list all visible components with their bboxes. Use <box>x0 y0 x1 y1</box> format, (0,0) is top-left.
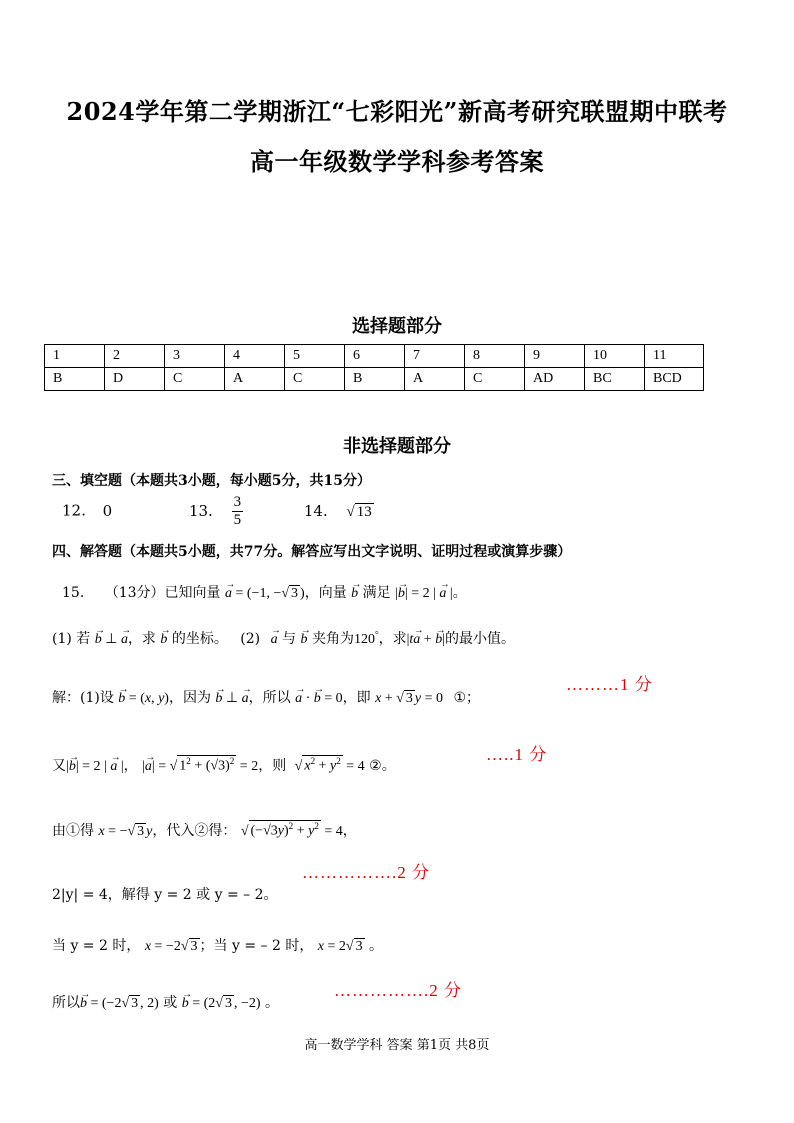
table-cell: 5 <box>285 345 345 368</box>
solution-text: ①； <box>453 690 481 706</box>
table-cell: 6 <box>345 345 405 368</box>
solution-text: ②。 <box>369 758 396 774</box>
q15-sub2: (2) <box>240 631 261 647</box>
solution-text: ， <box>123 758 138 774</box>
table-cell: 7 <box>405 345 465 368</box>
solution-text: ，则 <box>258 758 287 774</box>
table-cell: C <box>465 368 525 391</box>
table-row-answers <box>45 368 704 391</box>
table-cell: 9 <box>525 345 585 368</box>
document-subtitle: 高一年级数学学科参考答案 <box>250 147 544 176</box>
table-cell: 10 <box>585 345 645 368</box>
table-row-numbers <box>45 345 704 368</box>
solution-text: 又 <box>52 758 66 774</box>
score-mark-2: …..1 分 <box>486 745 548 764</box>
part3-heading: 三、填空题（本题共3小题，每小题5分，共15分） <box>52 473 371 489</box>
table-cell: BC <box>585 368 645 391</box>
q15-text: 夹角为 <box>311 631 354 647</box>
solution-text: 所以 <box>52 995 80 1011</box>
solution-text: 解：(1)设 <box>52 690 114 706</box>
table-cell: B <box>45 368 105 391</box>
score-mark-3: …………….2 分 <box>302 863 430 882</box>
part4-heading: 四、解答题（本题共5小题，共77分。解答应写出文字说明、证明过程或演算步骤） <box>52 544 572 560</box>
table-cell: B <box>345 368 405 391</box>
q15-text: ，求 <box>127 631 156 647</box>
q14-value: √ 13 <box>346 503 372 520</box>
q15-text: 已知向量 <box>164 585 221 601</box>
table-cell: C <box>165 368 225 391</box>
solution-text: ；当 y = – 2 时， <box>199 938 314 954</box>
table-cell: 2 <box>105 345 165 368</box>
solution-line-3: 由①得 x = −√ 3 y，代入②得： √ $(-√3y)^2 + y^2 = 4$， <box>52 821 357 839</box>
q15-number: 15. <box>62 585 85 601</box>
q12-value: 0 <box>102 501 113 520</box>
q14-label: 14. <box>303 501 328 520</box>
table-cell: AD <box>525 368 585 391</box>
q15-statement: 15. （13分）已知向量 → a = (−1, −√ 3 )，向量 → b 满足 |→ b| = 2 | → a |。 <box>62 582 467 602</box>
q13-denominator: 5 <box>233 512 242 528</box>
solution-line-4: 2|y| = 4，解得 y = 2 或 y = – 2。 <box>52 887 278 903</box>
table-cell: 8 <box>465 345 525 368</box>
non-mc-section-title: 非选择题部分 <box>343 436 451 457</box>
q15-text: 的最小值。 <box>445 631 516 647</box>
solution-text: ，所以 <box>248 690 291 706</box>
q15-text: 的坐标。 <box>171 631 228 647</box>
solution-line-6: 所以→ b = (−2√ 3 , 2) 或 → b = (2√ 3 , −2) 。 <box>52 992 279 1012</box>
solution-text: 。 <box>369 938 384 954</box>
solution-line-2: 又|→ b| = 2 | → a |， |→ a| = √ $1^2 + (√3)^2 = 2$，则 √ $x^2 + y^2 = 4$ ②。 <box>52 755 396 775</box>
mc-section-title: 选择题部分 <box>352 316 442 337</box>
fill-answers-row <box>62 494 374 529</box>
table-cell: D <box>105 368 165 391</box>
q15-text: ，向量 <box>304 585 347 601</box>
table-cell: A <box>405 368 465 391</box>
table-cell: 3 <box>165 345 225 368</box>
table-cell: 4 <box>225 345 285 368</box>
document-title: 2024学年第二学期浙江“七彩阳光”新高考研究联盟期中联考 <box>66 97 728 126</box>
q12-label: 12. <box>62 501 86 520</box>
q15-text: 满足 <box>362 585 391 601</box>
score-mark-1: ………1 分 <box>566 675 653 694</box>
solution-line-5: 当 y = 2 时， x = −2√ 3 ；当 y = – 2 时， x = 2√ 3 。 <box>52 938 384 954</box>
solution-text: ， <box>342 823 357 839</box>
solution-text: 当 y = 2 时， <box>52 938 141 954</box>
q13-numerator: 3 <box>233 494 242 510</box>
q15-points: （13分） <box>104 585 165 601</box>
q14-radicand: 13 <box>356 503 372 520</box>
solution-text: ，即 <box>342 690 371 706</box>
q13-fraction <box>232 494 244 529</box>
score-mark-4: …………….2 分 <box>334 981 462 1000</box>
solution-text: 或 <box>163 995 178 1011</box>
table-cell: C <box>285 368 345 391</box>
q15-subquestions: (1) 若 → b ⊥ → a，求 → b 的坐标。 (2) → a 与 → b 夹角为120°，求|t→ a + → b|的最小值。 <box>52 628 515 648</box>
q15-text: 与 <box>282 631 297 647</box>
solution-text: 。 <box>264 995 279 1011</box>
table-cell: 11 <box>645 345 704 368</box>
solution-text: 由①得 <box>52 823 94 839</box>
q15-sub1: (1) 若 <box>52 631 91 647</box>
table-cell: A <box>225 368 285 391</box>
mc-answer-table <box>44 344 704 391</box>
solution-line-1: 解：(1)设 → b = (x, y)，因为 → b ⊥ → a，所以 → a · → b = 0，即 x + √ 3 y = 0 ①； <box>52 687 480 707</box>
table-cell: BCD <box>645 368 704 391</box>
q15-text: ，求 <box>378 631 407 647</box>
q13-label: 13. <box>188 501 213 520</box>
solution-text: ，代入②得： <box>152 823 237 839</box>
solution-text: ，因为 <box>168 690 211 706</box>
page-footer: 高一数学学科 答案 第1页 共8页 <box>304 1038 490 1053</box>
table-cell: 1 <box>45 345 105 368</box>
